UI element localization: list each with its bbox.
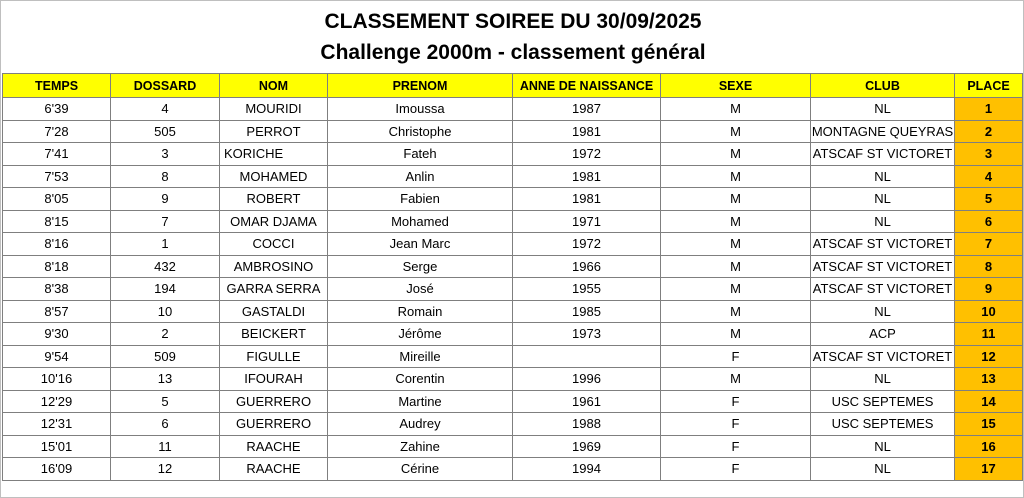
cell-prenom[interactable]: Zahine [328,435,513,458]
cell-nom[interactable]: RAACHE [220,458,328,481]
cell-prenom[interactable]: Fabien [328,188,513,211]
cell-nom[interactable]: GASTALDI [220,300,328,323]
page-title: CLASSEMENT SOIREE DU 30/09/2025 [324,10,702,33]
cell-sexe[interactable]: F [661,435,811,458]
cell-sexe[interactable]: F [661,458,811,481]
cell-nom[interactable]: MOHAMED [220,165,328,188]
cell-prenom[interactable]: Corentin [328,368,513,391]
cell-dossard[interactable]: 4 [111,98,220,121]
cell-temps[interactable]: 12'29 [3,390,111,413]
table-row [3,413,1023,436]
column-header-place[interactable]: PLACE [955,74,1023,98]
cell-dossard[interactable]: 6 [111,413,220,436]
table-row [3,458,1023,481]
cell-place[interactable]: 1 [955,98,1023,121]
header-row [3,74,1023,98]
cell-dossard[interactable]: 9 [111,188,220,211]
cell-sexe[interactable]: M [661,165,811,188]
cell-sexe[interactable]: M [661,233,811,256]
cell-dossard[interactable]: 11 [111,435,220,458]
cell-annee[interactable]: 1994 [513,458,661,481]
cell-prenom[interactable]: Romain [328,300,513,323]
cell-prenom[interactable]: Martine [328,390,513,413]
cell-annee[interactable]: 1969 [513,435,661,458]
cell-nom[interactable]: GARRA SERRA [220,278,328,301]
cell-temps[interactable]: 7'41 [3,143,111,166]
cell-temps[interactable]: 8'18 [3,255,111,278]
cell-prenom[interactable]: Mireille [328,345,513,368]
cell-club[interactable]: USC SEPTEMES [811,413,955,436]
cell-place[interactable]: 14 [955,390,1023,413]
cell-club[interactable]: MONTAGNE QUEYRAS [811,120,955,143]
cell-dossard[interactable]: 5 [111,390,220,413]
cell-dossard[interactable]: 2 [111,323,220,346]
cell-temps[interactable]: 12'31 [3,413,111,436]
cell-annee[interactable]: 1981 [513,188,661,211]
table-row [3,120,1023,143]
cell-club[interactable]: ATSCAF ST VICTORET [811,143,955,166]
cell-sexe[interactable]: M [661,143,811,166]
cell-prenom[interactable]: Jérôme [328,323,513,346]
cell-annee[interactable]: 1987 [513,98,661,121]
table-row [3,143,1023,166]
column-header-nom[interactable]: NOM [220,74,328,98]
results-table [2,73,1023,481]
cell-place[interactable]: 15 [955,413,1023,436]
cell-temps[interactable]: 15'01 [3,435,111,458]
table-row [3,345,1023,368]
cell-place[interactable]: 6 [955,210,1023,233]
cell-sexe[interactable]: M [661,255,811,278]
cell-prenom[interactable]: Fateh [328,143,513,166]
cell-club[interactable]: NL [811,435,955,458]
cell-club[interactable]: USC SEPTEMES [811,390,955,413]
cell-dossard[interactable]: 509 [111,345,220,368]
cell-dossard[interactable]: 194 [111,278,220,301]
cell-temps[interactable]: 8'16 [3,233,111,256]
cell-prenom[interactable]: José [328,278,513,301]
cell-club[interactable]: ATSCAF ST VICTORET [811,278,955,301]
cell-club[interactable]: NL [811,210,955,233]
table-row [3,233,1023,256]
table-row [3,435,1023,458]
column-header-temps[interactable]: TEMPS [3,74,111,98]
cell-nom[interactable]: GUERRERO [220,390,328,413]
cell-temps[interactable]: 7'53 [3,165,111,188]
cell-sexe[interactable]: M [661,210,811,233]
cell-dossard[interactable]: 13 [111,368,220,391]
cell-club[interactable]: NL [811,98,955,121]
column-header-dossard[interactable]: DOSSARD [111,74,220,98]
cell-place[interactable]: 3 [955,143,1023,166]
cell-temps[interactable]: 9'54 [3,345,111,368]
cell-annee[interactable]: 1996 [513,368,661,391]
cell-sexe[interactable]: F [661,390,811,413]
cell-dossard[interactable]: 12 [111,458,220,481]
table-row [3,390,1023,413]
cell-place[interactable]: 8 [955,255,1023,278]
cell-club[interactable]: ATSCAF ST VICTORET [811,345,955,368]
cell-nom[interactable]: COCCI [220,233,328,256]
cell-dossard[interactable]: 505 [111,120,220,143]
cell-nom[interactable]: GUERRERO [220,413,328,436]
column-header-prenom[interactable]: PRENOM [328,74,513,98]
cell-nom[interactable]: RAACHE [220,435,328,458]
cell-dossard[interactable]: 7 [111,210,220,233]
cell-nom[interactable]: PERROT [220,120,328,143]
cell-place[interactable]: 11 [955,323,1023,346]
cell-prenom[interactable]: Serge [328,255,513,278]
cell-prenom[interactable]: Mohamed [328,210,513,233]
table-row [3,278,1023,301]
cell-annee[interactable]: 1955 [513,278,661,301]
cell-nom[interactable]: FIGULLE [220,345,328,368]
cell-prenom[interactable]: Imoussa [328,98,513,121]
cell-dossard[interactable]: 432 [111,255,220,278]
cell-dossard[interactable]: 8 [111,165,220,188]
cell-temps[interactable]: 8'57 [3,300,111,323]
cell-place[interactable]: 5 [955,188,1023,211]
cell-club[interactable]: ATSCAF ST VICTORET [811,233,955,256]
table-row [3,165,1023,188]
cell-prenom[interactable]: Audrey [328,413,513,436]
cell-annee[interactable]: 1988 [513,413,661,436]
cell-annee[interactable]: 1961 [513,390,661,413]
cell-temps[interactable]: 10'16 [3,368,111,391]
cell-sexe[interactable]: M [661,300,811,323]
cell-sexe[interactable]: M [661,368,811,391]
cell-dossard[interactable]: 3 [111,143,220,166]
cell-prenom[interactable]: Cérine [328,458,513,481]
cell-club[interactable]: NL [811,188,955,211]
table-row [3,368,1023,391]
cell-dossard[interactable]: 1 [111,233,220,256]
cell-club[interactable]: NL [811,368,955,391]
cell-sexe[interactable]: M [661,278,811,301]
cell-sexe[interactable]: M [661,188,811,211]
cell-nom[interactable]: OMAR DJAMA [220,210,328,233]
cell-nom[interactable]: KORICHE [220,143,328,166]
cell-annee[interactable]: 1972 [513,143,661,166]
cell-prenom[interactable]: Jean Marc [328,233,513,256]
column-header-club[interactable]: CLUB [811,74,955,98]
cell-place[interactable]: 9 [955,278,1023,301]
cell-club[interactable]: NL [811,165,955,188]
column-header-sexe[interactable]: SEXE [661,74,811,98]
cell-annee[interactable]: 1981 [513,120,661,143]
cell-nom[interactable]: IFOURAH [220,368,328,391]
cell-sexe[interactable]: F [661,413,811,436]
cell-place[interactable]: 2 [955,120,1023,143]
cell-annee[interactable]: 1966 [513,255,661,278]
cell-club[interactable]: ATSCAF ST VICTORET [811,255,955,278]
table-row [3,188,1023,211]
cell-annee[interactable] [513,345,661,368]
table-row [3,300,1023,323]
cell-temps[interactable]: 8'15 [3,210,111,233]
cell-temps[interactable]: 8'05 [3,188,111,211]
cell-nom[interactable]: MOURIDI [220,98,328,121]
cell-nom[interactable]: BEICKERT [220,323,328,346]
cell-sexe[interactable]: M [661,120,811,143]
cell-temps[interactable]: 6'39 [3,98,111,121]
cell-place[interactable]: 12 [955,345,1023,368]
cell-place[interactable]: 4 [955,165,1023,188]
cell-club[interactable]: NL [811,300,955,323]
cell-place[interactable]: 7 [955,233,1023,256]
cell-place[interactable]: 16 [955,435,1023,458]
cell-sexe[interactable]: F [661,345,811,368]
cell-sexe[interactable]: M [661,323,811,346]
table-row [3,210,1023,233]
cell-annee[interactable]: 1972 [513,233,661,256]
cell-place[interactable]: 10 [955,300,1023,323]
page-subtitle: Challenge 2000m - classement général [320,41,706,64]
cell-prenom[interactable]: Christophe [328,120,513,143]
cell-place[interactable]: 17 [955,458,1023,481]
cell-prenom[interactable]: Anlin [328,165,513,188]
cell-temps[interactable]: 16'09 [3,458,111,481]
table-row [3,98,1023,121]
cell-club[interactable]: NL [811,458,955,481]
cell-annee[interactable]: 1971 [513,210,661,233]
cell-sexe[interactable]: M [661,98,811,121]
cell-temps[interactable]: 9'30 [3,323,111,346]
cell-annee[interactable]: 1981 [513,165,661,188]
cell-place[interactable]: 13 [955,368,1023,391]
cell-club[interactable]: ACP [811,323,955,346]
cell-annee[interactable]: 1985 [513,300,661,323]
cell-temps[interactable]: 7'28 [3,120,111,143]
cell-annee[interactable]: 1973 [513,323,661,346]
table-row [3,323,1023,346]
cell-dossard[interactable]: 10 [111,300,220,323]
cell-nom[interactable]: ROBERT [220,188,328,211]
table-row [3,255,1023,278]
column-header-annee[interactable]: ANNE DE NAISSANCE [513,74,661,98]
cell-temps[interactable]: 8'38 [3,278,111,301]
cell-nom[interactable]: AMBROSINO [220,255,328,278]
